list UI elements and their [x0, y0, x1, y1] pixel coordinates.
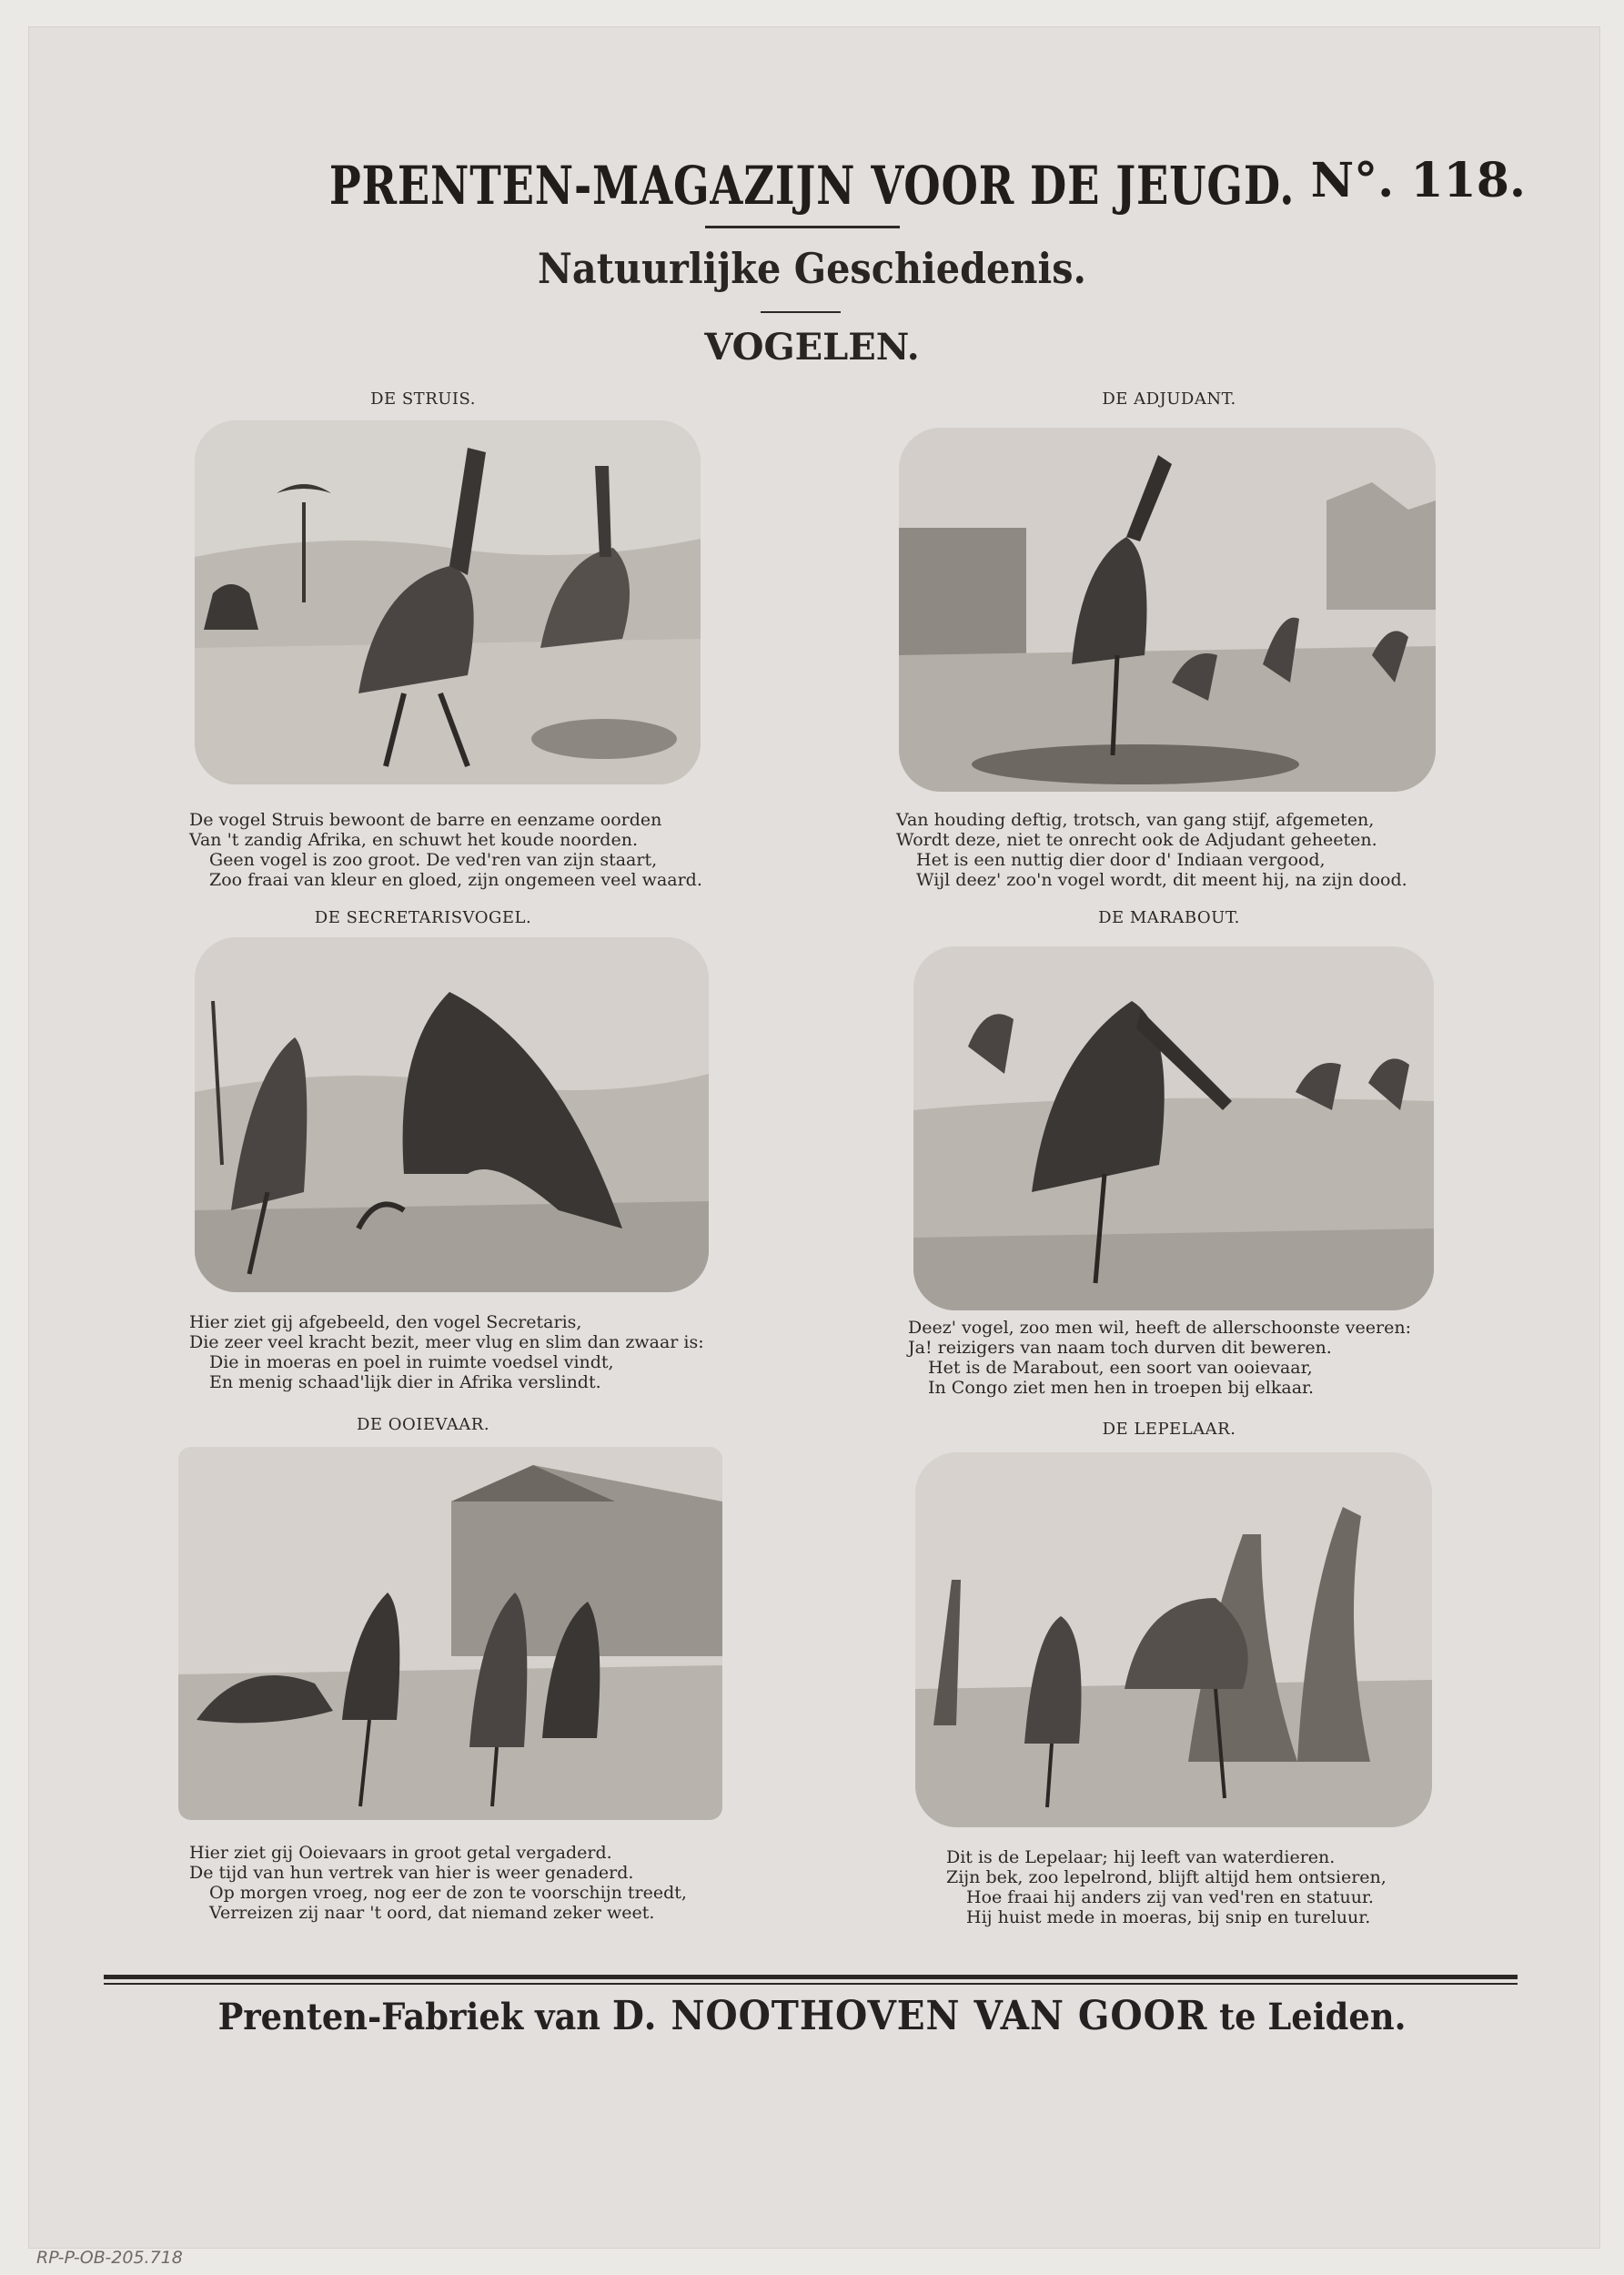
verse: [946, 1847, 1387, 1927]
verse-line: Zijn bek, zoo lepelrond, blijft altijd hem ontsieren,: [946, 1867, 1387, 1887]
verse-line: Geen vogel is zoo groot. De ved'ren van zijn staart,: [209, 850, 658, 870]
adjutant-stork-engraving-icon: [899, 428, 1436, 792]
verse-line: De vogel Struis bewoont de barre en eenzame oorden: [189, 810, 662, 830]
stork-engraving-icon: [178, 1447, 722, 1820]
panel-title: DE LEPELAAR.: [1102, 1420, 1236, 1439]
verse-line: Die zeer veel kracht bezit, meer vlug en slim dan zwaar is:: [189, 1332, 704, 1352]
subtitle: Natuurlijke Geschiedenis.: [538, 244, 1086, 293]
verse-line: Het is een nuttig dier door d' Indiaan vergood,: [916, 850, 1326, 870]
verse: [189, 1312, 704, 1392]
footer-rule-thin: [104, 1983, 1518, 1985]
verse-line: Wordt deze, niet te onrecht ook de Adjudant geheeten.: [896, 830, 1377, 850]
verse-line: Hier ziet gij afgebeeld, den vogel Secretaris,: [189, 1312, 582, 1332]
verse-line: Hij huist mede in moeras, bij snip en tureluur.: [966, 1907, 1371, 1927]
ostrich-engraving-icon: [195, 420, 701, 784]
verse: [189, 1843, 687, 1923]
footer-rule: [104, 1975, 1518, 1979]
panel-title: DE STRUIS.: [370, 389, 476, 409]
verse: [908, 1318, 1411, 1398]
sheet-number: N°. 118.: [1310, 153, 1526, 208]
verse-line: Het is de Marabout, een soort van ooievaar,: [928, 1358, 1313, 1378]
panel-title: DE ADJUDANT.: [1102, 389, 1236, 409]
verse: [189, 810, 702, 890]
verse-line: Op morgen vroeg, nog eer de zon te voorschijn treedt,: [209, 1883, 687, 1903]
inventory-mark: RP-P-OB-205.718: [36, 2248, 183, 2268]
publisher-prefix: Prenten-Fabriek van: [217, 1996, 601, 2038]
marabou-stork-engraving-icon: [913, 946, 1434, 1310]
panel-title: DE SECRETARISVOGEL.: [314, 908, 532, 927]
publisher-line: [65, 1993, 1558, 2039]
verse-line: In Congo ziet men hen in troepen bij elkaar.: [928, 1378, 1315, 1398]
subtitle-rule: [761, 311, 841, 313]
secretary-bird-engraving-icon: [195, 937, 709, 1292]
verse-line: Dit is de Lepelaar; hij leeft van waterdieren.: [946, 1847, 1336, 1867]
verse-line: De tijd van hun vertrek van hier is weer genaderd.: [189, 1863, 634, 1883]
verse-line: Van 't zandig Afrika, en schuwt het koude noorden.: [189, 830, 638, 850]
verse-line: Hier ziet gij Ooievaars in groot getal vergaderd.: [189, 1843, 612, 1863]
verse-line: Deez' vogel, zoo men wil, heeft de allerschoonste veeren:: [908, 1318, 1411, 1338]
verse-line: Wijl deez' zoo'n vogel wordt, dit meent hij, na zijn dood.: [916, 870, 1407, 890]
spoonbill-engraving-icon: [915, 1452, 1432, 1827]
panel-title: DE OOIEVAAR.: [356, 1415, 490, 1434]
header: [0, 155, 1624, 218]
verse: [896, 810, 1407, 890]
verse-line: Zoo fraai van kleur en gloed, zijn ongemeen veel waard.: [209, 870, 702, 890]
verse-line: Van houding deftig, trotsch, van gang stijf, afgemeten,: [896, 810, 1375, 830]
publisher-name: D. NOOTHOVEN VAN GOOR: [611, 1993, 1208, 2039]
main-title: PRENTEN-MAGAZIJN VOOR DE JEUGD.: [328, 155, 1296, 217]
panel-title: DE MARABOUT.: [1098, 908, 1240, 927]
section-title: VOGELEN.: [704, 326, 920, 369]
verse-line: Ja! reizigers van naam toch durven dit beweren.: [908, 1338, 1332, 1358]
verse-line: En menig schaad'lijk dier in Afrika verslindt.: [209, 1372, 601, 1392]
verse-line: Die in moeras en poel in ruimte voedsel vindt,: [209, 1352, 614, 1372]
verse-line: Verreizen zij naar 't oord, dat niemand zeker weet.: [209, 1903, 655, 1923]
title-rule: [705, 226, 900, 228]
publisher-suffix: te Leiden.: [1219, 1996, 1407, 2038]
verse-line: Hoe fraai hij anders zij van ved'ren en statuur.: [966, 1887, 1374, 1907]
